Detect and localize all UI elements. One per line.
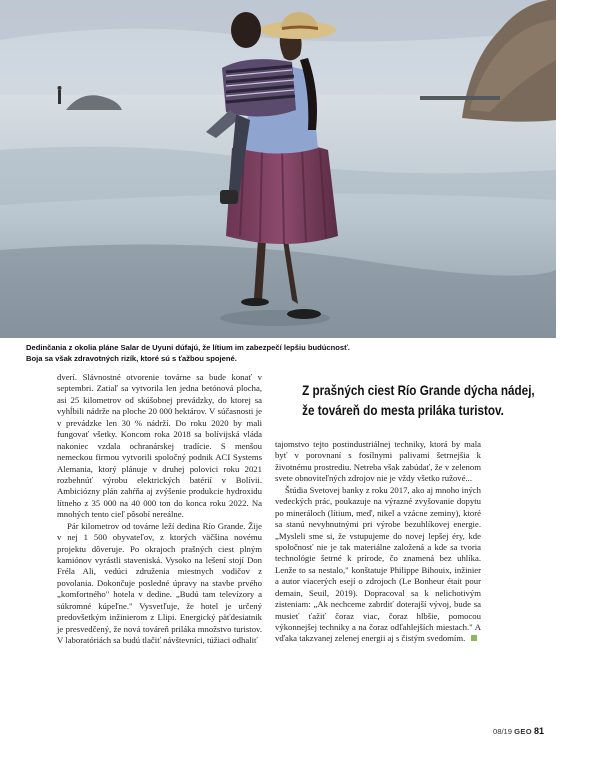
column2-paragraph-1: tajomstvo tejto postindustriálnej techniky, ktorá by mala byť v porovnaní s fosílnymi palivami šetrnejšia k životnému prostrediu. Netreba však zabúdať, že v zelenom svete obnoviteľných zdrojov nie je vždy všetko ružové...: [275, 439, 481, 484]
caption-line-1: Dedinčania z okolia pláne Salar de Uyuni dúfajú, že lítium im zabezpečí lepšiu budúcnosť.: [26, 343, 350, 352]
article-column-2: [275, 439, 481, 645]
column1-paragraph-1: dverí. Slávnostné otvorenie továrne sa bude konať v septembri. Zatiaľ sa vytvorila len jedna betónová plocha, asi 25 kilometrov od skúšobnej prevádzky, do ktorej sa vyhĺbili nádrže na ploche 20 000 hektárov. V súčasnosti je v prevádzke len 30 % nádrží. Do roku 2020 by mali fungovať všetky. Koncom roka 2018 sa bolívijská vláda nakoniec vzdala ochranárskej tradície. S menšou nemeckou firmou vytvorili spoločný podnik ACI Systems Alemania, ktorý plánuje v druhej polovici roku 2021 rozbehnúť výrobu elektrických batérií v Bolívii. Ambiciózny plán zahŕňa aj zvýšenie produkcie hydroxidu lítneho z 35 000 na 40 000 ton do konca roku 2022. Na mnohých tento cieľ pôsobí nereálne.: [57, 372, 262, 520]
salt-flat-photo: [0, 0, 556, 338]
column1-paragraph-2: Pár kilometrov od továrne leží dedina Río Grande. Žije v nej 1 500 obyvateľov, z ktorých väčšina novému projektu dôveruje. Po okrajoch prašných ciest plným kamiónov vyrástli staveniská. Vysoko na lešení stojí Don Fréla Ali, vedúci združenia miestnych vodičov z povolania. Dokončuje posledné úpravy na stavbe prvého „komfortného" hotela v dedine. „Budú tam televízory a súkromné kúpeľne." Vysvetľuje, že hotel je určený predovšetkým inžinierom z Llipi. Energický päťdesiatnik je presvedčený, že nová továreň priláka množstvo turistov. V laboratóriách sa budú tlačiť návštevníci, túžiaci odhaliť: [57, 520, 262, 646]
page-number: 81: [534, 726, 545, 736]
column2-paragraph-2-text: Štúdia Svetovej banky z roku 2017, ako aj mnoho iných vedeckých prác, poukazuje na výrazné zvyšovanie dopytu po mineráloch (lítium, meď, nikel a vzácne zeminy), ktoré sa stanú nevyhnutnými pri výrobe bezuhlíkovej energie. „Mysleli sme si, že vstupujeme do novej lepšej éry, kde spoločnosť nie je tak materiálne založená a kde sa tvoria technológie šetrné k prírode, čo znamená bez uhlíka. Lenže to sa nestalo," konštatuje Philippe Bihouix, inžinier a autor viacerých esejí o zdrojoch (Le Bonheur était pour demain, Seuil, 2019). Dopracoval sa k nelichotivým zisteniam: „Ak nechceme zabrdiť doterajší vývoj, bude sa musieť ťažiť čoraz viac, čoraz hlbšie, pomocou výkonnejšej techniky a na čoraz odľahlejších miestach." A vďaka takzvanej zelenej energii aj s čistým svedomím.: [275, 484, 481, 644]
article-column-1: [57, 372, 262, 647]
hero-photo: [0, 0, 556, 338]
magazine-name: GEO: [514, 727, 532, 736]
end-of-article-marker: [471, 635, 477, 641]
pull-quote-line-1: Z prašných ciest Río Grande dýcha nádej,: [302, 383, 535, 398]
pull-quote-line-2: že továreň do mesta priláka turistov.: [302, 403, 504, 418]
caption-line-2: Boja sa však zdravotných rizík, ktoré sú s ťažbou spojené.: [26, 353, 237, 363]
issue-number: 08/19: [493, 727, 513, 736]
column2-paragraph-2: [275, 485, 481, 645]
page-footer: [493, 726, 544, 736]
pull-quote: [302, 381, 535, 421]
photo-caption: [26, 343, 526, 364]
